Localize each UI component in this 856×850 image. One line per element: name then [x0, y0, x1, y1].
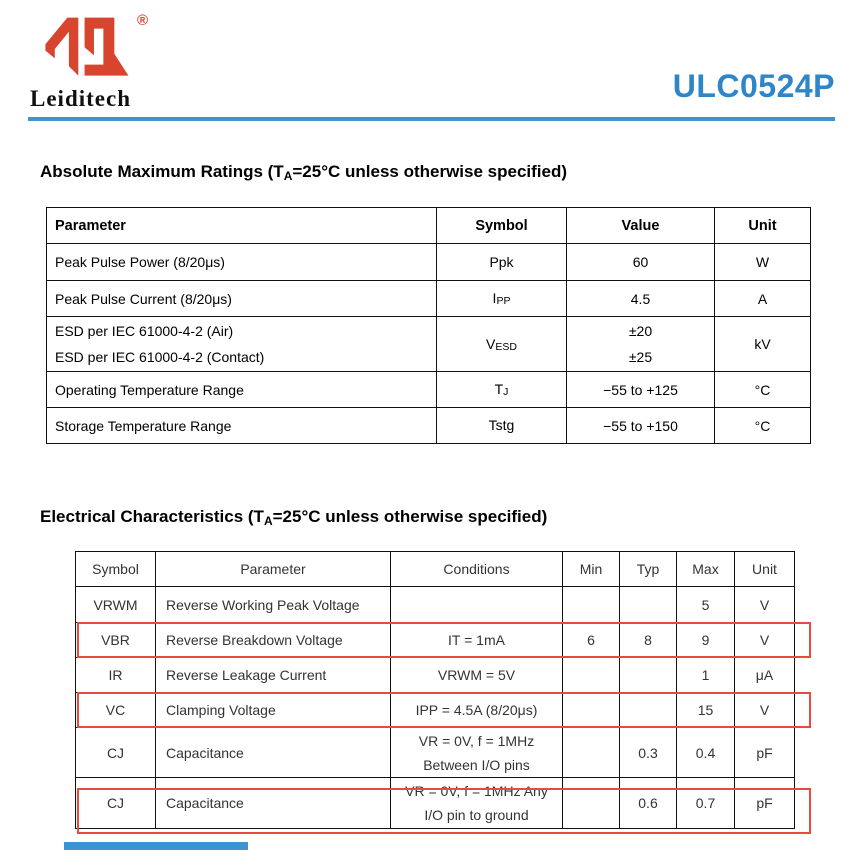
ec-unit-cell: V [735, 693, 795, 728]
ec-max-cell: 1 [677, 658, 735, 693]
amr-value-cell: −55 to +150 [567, 408, 715, 444]
ec-parameter-cell: Capacitance [156, 778, 391, 829]
table-row [47, 372, 811, 408]
ec-symbol-cell: VBR [76, 623, 156, 658]
leiditech-logo-icon [36, 8, 130, 90]
ec-title-prefix: Electrical Characteristics (T [40, 507, 264, 526]
ec-parameter-cell: Clamping Voltage [156, 693, 391, 728]
highlight-box-vbr-row [77, 622, 811, 658]
amr-unit-cell: °C [715, 408, 811, 444]
amr-symbol-cell: Tstg [437, 408, 567, 444]
absolute-maximum-ratings-table [46, 207, 811, 444]
ec-unit-cell: V [735, 587, 795, 623]
ec-max-cell: 0.4 [677, 728, 735, 778]
table-row [76, 728, 795, 778]
ec-parameter-cell: Reverse Breakdown Voltage [156, 623, 391, 658]
ec-parameter-cell: Reverse Working Peak Voltage [156, 587, 391, 623]
ec-section-title [40, 507, 547, 528]
amr-unit-cell: kV [715, 317, 811, 372]
amr-value-cell: −55 to +125 [567, 372, 715, 408]
ec-parameter-cell: Reverse Leakage Current [156, 658, 391, 693]
amr-parameter-cell: Peak Pulse Current (8/20μs) [47, 281, 437, 317]
amr-header-row [47, 208, 811, 244]
table-row [47, 317, 811, 372]
amr-value-cell: 4.5 [567, 281, 715, 317]
ec-symbol-cell: CJ [76, 728, 156, 778]
part-number-title: ULC0524P [672, 68, 835, 104]
amr-title-prefix: Absolute Maximum Ratings (T [40, 162, 284, 181]
ec-typ-cell: 0.3 [620, 728, 677, 778]
amr-unit-cell: W [715, 244, 811, 281]
ec-max-cell: 5 [677, 587, 735, 623]
ec-conditions-cell: VR = 0V, f = 1MHz Any I/O pin to ground [391, 778, 563, 829]
ec-symbol-cell: VC [76, 693, 156, 728]
amr-section-title [40, 162, 567, 183]
ec-col-max: Max [677, 552, 735, 587]
ec-typ-cell [620, 658, 677, 693]
amr-value-cell: ±20 ±25 [567, 317, 715, 372]
amr-parameter-cell: ESD per IEC 61000-4-2 (Air) ESD per IEC 61000-4-2 (Contact) [47, 317, 437, 372]
table-row [47, 408, 811, 444]
ec-typ-cell: 8 [620, 623, 677, 658]
ec-col-typ: Typ [620, 552, 677, 587]
table-row [47, 244, 811, 281]
ec-min-cell: 6 [563, 623, 620, 658]
amr-parameter-cell: Storage Temperature Range [47, 408, 437, 444]
amr-symbol-cell: VESD [437, 317, 567, 372]
amr-title-subscript: A [283, 169, 293, 183]
ec-symbol-cell: IR [76, 658, 156, 693]
ec-max-cell: 15 [677, 693, 735, 728]
highlight-box-vc-row [77, 692, 811, 728]
table-row [76, 587, 795, 623]
amr-symbol-cell: Ppk [437, 244, 567, 281]
amr-unit-cell: A [715, 281, 811, 317]
ec-header-row [76, 552, 795, 587]
table-row [76, 658, 795, 693]
amr-parameter-cell: Operating Temperature Range [47, 372, 437, 408]
ec-typ-cell [620, 587, 677, 623]
ec-col-conditions: Conditions [391, 552, 563, 587]
ec-title-subscript: A [263, 514, 273, 528]
ec-unit-cell: pF [735, 778, 795, 829]
ec-col-symbol: Symbol [76, 552, 156, 587]
ec-typ-cell: 0.6 [620, 778, 677, 829]
ec-unit-cell: V [735, 623, 795, 658]
ec-col-unit: Unit [735, 552, 795, 587]
ec-conditions-cell: VRWM = 5V [391, 658, 563, 693]
ec-max-cell: 0.7 [677, 778, 735, 829]
table-row [47, 281, 811, 317]
highlight-box-cj-row [77, 788, 811, 834]
ec-unit-cell: pF [735, 728, 795, 778]
amr-value-cell: 60 [567, 244, 715, 281]
ec-max-cell: 9 [677, 623, 735, 658]
amr-title-suffix: =25°C unless otherwise specified) [292, 162, 568, 181]
ec-conditions-cell: IPP = 4.5A (8/20μs) [391, 693, 563, 728]
ec-conditions-cell: IT = 1mA [391, 623, 563, 658]
registered-trademark-icon: ® [137, 12, 149, 29]
ec-conditions-cell [391, 587, 563, 623]
header-divider [28, 117, 835, 121]
bottom-section-bar [64, 842, 248, 850]
ec-symbol-cell: CJ [76, 778, 156, 829]
amr-symbol-cell: TJ [437, 372, 567, 408]
ec-min-cell [563, 587, 620, 623]
ec-conditions-cell: VR = 0V, f = 1MHz Between I/O pins [391, 728, 563, 778]
ec-symbol-cell: VRWM [76, 587, 156, 623]
ec-unit-cell: μA [735, 658, 795, 693]
ec-parameter-cell: Capacitance [156, 728, 391, 778]
ec-min-cell [563, 728, 620, 778]
amr-col-unit: Unit [715, 208, 811, 244]
ec-col-min: Min [563, 552, 620, 587]
brand-name: Leiditech [30, 86, 131, 111]
ec-col-parameter: Parameter [156, 552, 391, 587]
amr-col-value: Value [567, 208, 715, 244]
amr-parameter-cell: Peak Pulse Power (8/20μs) [47, 244, 437, 281]
amr-col-parameter: Parameter [47, 208, 437, 244]
amr-col-symbol: Symbol [437, 208, 567, 244]
amr-unit-cell: °C [715, 372, 811, 408]
ec-min-cell [563, 658, 620, 693]
ec-title-suffix: =25°C unless otherwise specified) [272, 507, 548, 526]
amr-symbol-cell: IPP [437, 281, 567, 317]
